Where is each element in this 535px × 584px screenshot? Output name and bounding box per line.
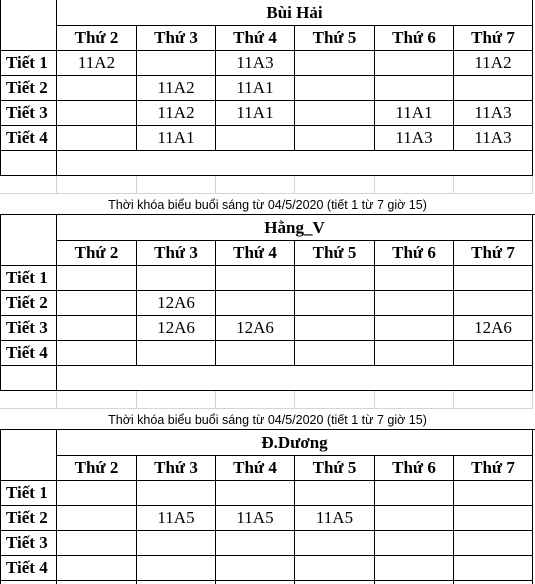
class-cell[interactable] [137,481,216,506]
class-cell[interactable] [57,76,137,101]
period-label[interactable]: Tiết 3 [0,531,57,556]
class-cell[interactable]: 11A1 [216,101,295,126]
day-header[interactable]: Thứ 2 [57,26,137,51]
class-cell[interactable] [295,481,375,506]
corner-cell[interactable] [0,215,57,241]
period-label[interactable]: Tiết 2 [0,76,57,101]
class-cell[interactable]: 12A6 [454,316,533,341]
period-row [0,531,535,556]
teacher-header-row [0,0,535,26]
class-cell[interactable] [57,506,137,531]
class-cell[interactable]: 11A5 [295,506,375,531]
empty-cell[interactable] [137,176,216,194]
empty-cell[interactable] [454,391,533,409]
empty-cell[interactable] [454,176,533,194]
empty-cell[interactable] [216,176,295,194]
class-cell[interactable] [137,51,216,76]
period-label[interactable]: Tiết 3 [0,316,57,341]
corner-cell[interactable] [0,456,57,481]
class-cell[interactable] [216,266,295,291]
day-header[interactable]: Thứ 5 [295,456,375,481]
blank-row [0,366,535,391]
class-cell[interactable]: 12A6 [216,316,295,341]
class-cell[interactable] [295,316,375,341]
empty-cell[interactable] [295,391,375,409]
teacher-header-row [0,215,535,241]
period-row [0,266,535,291]
day-header[interactable]: Thứ 6 [375,26,454,51]
period-label[interactable]: Tiết 2 [0,291,57,316]
class-cell[interactable]: 12A6 [137,316,216,341]
day-header[interactable]: Thứ 7 [454,241,533,266]
class-cell[interactable] [57,481,137,506]
blank-cell[interactable] [57,151,533,176]
class-cell[interactable] [57,316,137,341]
day-header[interactable]: Thứ 5 [295,26,375,51]
corner-cell[interactable] [0,26,57,51]
class-cell[interactable] [57,101,137,126]
period-label[interactable]: Tiết 2 [0,506,57,531]
day-header-row [0,456,535,481]
class-cell[interactable] [295,126,375,151]
class-cell[interactable]: 11A2 [57,51,137,76]
class-cell[interactable] [57,531,137,556]
blank-cell[interactable] [0,366,57,391]
day-header[interactable]: Thứ 6 [375,241,454,266]
class-cell[interactable] [454,76,533,101]
empty-cell[interactable] [295,176,375,194]
class-cell[interactable] [216,126,295,151]
class-cell[interactable] [57,341,137,366]
class-cell[interactable]: 11A3 [454,101,533,126]
class-cell[interactable] [57,291,137,316]
class-cell[interactable] [137,531,216,556]
day-header[interactable]: Thứ 6 [375,456,454,481]
period-row [0,51,535,76]
period-row [0,291,535,316]
schedule-note[interactable]: Thời khóa biểu buổi sáng từ 04/5/2020 (tiết 1 từ 7 giờ 15) [0,194,535,215]
day-header[interactable]: Thứ 5 [295,241,375,266]
period-row [0,316,535,341]
spacer-row [0,391,535,409]
period-label[interactable]: Tiết 3 [0,101,57,126]
class-cell[interactable] [454,341,533,366]
period-label[interactable]: Tiết 1 [0,481,57,506]
class-cell[interactable] [137,266,216,291]
class-cell[interactable] [216,556,295,581]
class-cell[interactable] [375,316,454,341]
class-cell[interactable] [375,341,454,366]
empty-cell[interactable] [0,176,57,194]
class-cell[interactable]: 11A3 [454,126,533,151]
class-cell[interactable]: 12A6 [137,291,216,316]
class-cell[interactable] [295,531,375,556]
note-row [0,194,535,215]
schedule-note[interactable]: Thời khóa biểu buổi sáng từ 04/5/2020 (tiết 1 từ 7 giờ 15) [0,409,535,430]
class-cell[interactable]: 11A2 [454,51,533,76]
period-row [0,481,535,506]
period-row [0,506,535,531]
empty-cell[interactable] [57,391,137,409]
class-cell[interactable]: 11A1 [375,101,454,126]
empty-cell[interactable] [375,176,454,194]
class-cell[interactable] [295,51,375,76]
class-cell[interactable] [454,291,533,316]
day-header[interactable]: Thứ 2 [57,241,137,266]
class-cell[interactable] [137,556,216,581]
day-header[interactable]: Thứ 4 [216,456,295,481]
day-header[interactable]: Thứ 3 [137,26,216,51]
class-cell[interactable] [57,556,137,581]
class-cell[interactable] [454,506,533,531]
class-cell[interactable] [216,481,295,506]
class-cell[interactable] [454,531,533,556]
class-cell[interactable] [375,266,454,291]
day-header[interactable]: Thứ 7 [454,26,533,51]
class-cell[interactable] [216,531,295,556]
class-cell[interactable] [216,341,295,366]
day-header[interactable]: Thứ 3 [137,241,216,266]
empty-cell[interactable] [216,391,295,409]
day-header[interactable]: Thứ 2 [57,456,137,481]
day-header[interactable]: Thứ 3 [137,456,216,481]
class-cell[interactable]: 11A5 [137,506,216,531]
corner-cell[interactable] [0,241,57,266]
class-cell[interactable]: 11A3 [216,51,295,76]
empty-cell[interactable] [0,391,57,409]
class-cell[interactable] [57,266,137,291]
empty-cell[interactable] [57,176,137,194]
period-label[interactable]: Tiết 1 [0,266,57,291]
class-cell[interactable] [375,531,454,556]
class-cell[interactable]: 11A2 [137,76,216,101]
class-cell[interactable] [375,481,454,506]
class-cell[interactable]: 11A2 [137,101,216,126]
period-row [0,556,535,581]
class-cell[interactable]: 11A5 [216,506,295,531]
class-cell[interactable] [295,101,375,126]
corner-cell[interactable] [0,0,57,26]
class-cell[interactable] [216,291,295,316]
day-header-row [0,241,535,266]
period-label[interactable]: Tiết 4 [0,341,57,366]
teacher-header-row [0,430,535,456]
class-cell[interactable] [375,76,454,101]
teacher-name[interactable]: Hằng_V [57,215,533,241]
period-row [0,126,535,151]
empty-cell[interactable] [137,391,216,409]
period-label[interactable]: Tiết 4 [0,126,57,151]
class-cell[interactable] [295,76,375,101]
class-cell[interactable] [295,556,375,581]
class-cell[interactable] [375,291,454,316]
period-row [0,76,535,101]
day-header[interactable]: Thứ 4 [216,26,295,51]
class-cell[interactable] [57,126,137,151]
teacher-name[interactable]: Đ.Dương [57,430,533,456]
class-cell[interactable] [375,506,454,531]
day-header-row [0,26,535,51]
period-label[interactable]: Tiết 4 [0,556,57,581]
class-cell[interactable] [454,266,533,291]
class-cell[interactable] [295,341,375,366]
period-label[interactable]: Tiết 1 [0,51,57,76]
class-cell[interactable]: 11A1 [216,76,295,101]
note-row [0,409,535,430]
class-cell[interactable] [295,266,375,291]
class-cell[interactable] [454,556,533,581]
blank-row [0,151,535,176]
blank-cell[interactable] [57,366,533,391]
class-cell[interactable] [375,556,454,581]
class-cell[interactable] [375,51,454,76]
class-cell[interactable] [295,291,375,316]
day-header[interactable]: Thứ 7 [454,456,533,481]
blank-cell[interactable] [0,151,57,176]
empty-cell[interactable] [375,391,454,409]
class-cell[interactable]: 11A3 [375,126,454,151]
class-cell[interactable] [137,341,216,366]
teacher-name[interactable]: Bùi Hải [57,0,533,26]
spacer-row [0,176,535,194]
class-cell[interactable]: 11A1 [137,126,216,151]
period-row [0,341,535,366]
corner-cell[interactable] [0,430,57,456]
class-cell[interactable] [454,481,533,506]
day-header[interactable]: Thứ 4 [216,241,295,266]
period-row [0,101,535,126]
